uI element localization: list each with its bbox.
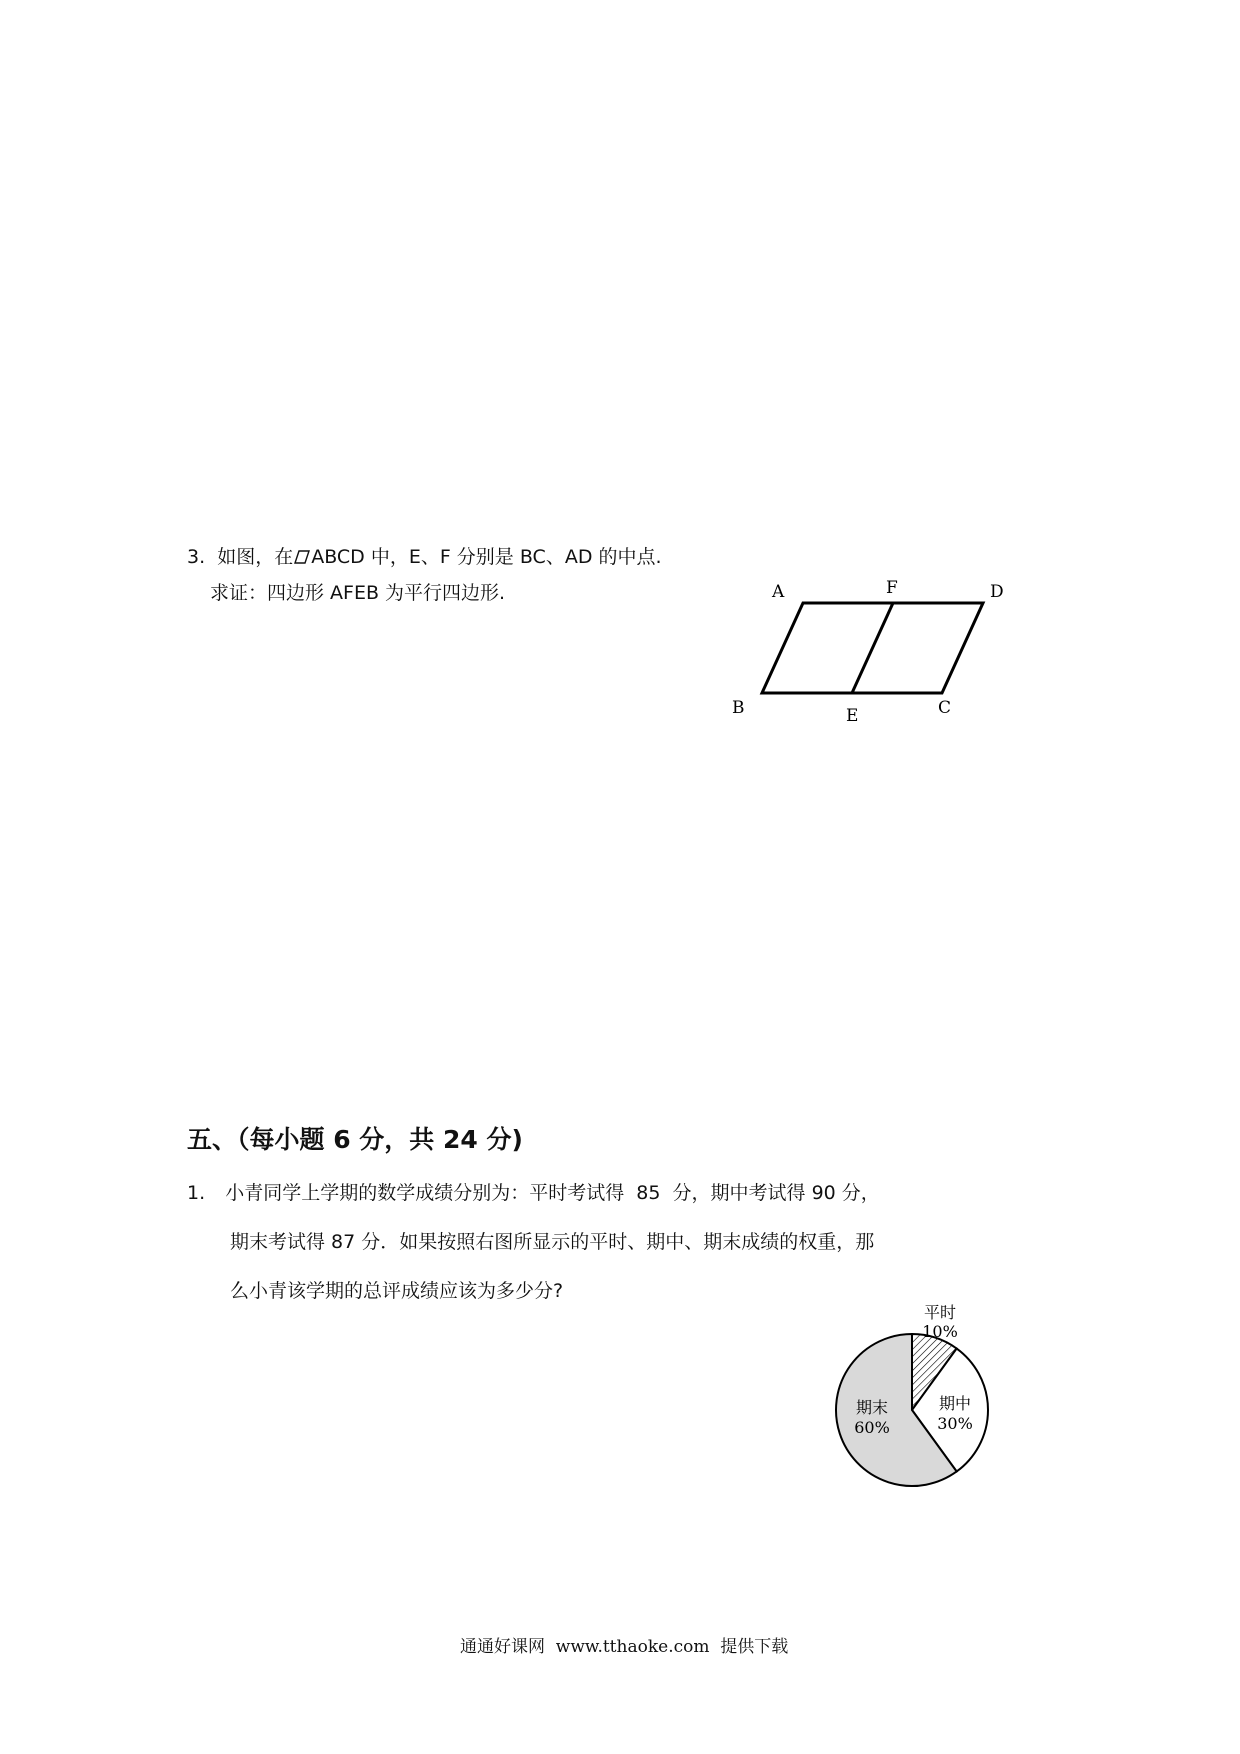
weight-pie-chart [820, 1300, 1020, 1500]
pie-label-qimo: 期末 [855, 1398, 889, 1417]
label-C: C [938, 698, 952, 718]
pie-percent-qizhong: 30% [937, 1414, 973, 1433]
label-E: E [846, 706, 859, 725]
pie-label-pingshi: 平时 [923, 1303, 957, 1322]
q3-line1-suffix: ABCD 中，E、F 分别是 BC、AD 的中点. [311, 546, 662, 568]
q1-line2: 期末考试得 87 分．如果按照右图所显示的平时、期中、期末成绩的权重，那 [230, 1231, 875, 1253]
q3-line1-prefix: 如图，在 [217, 546, 294, 568]
section-5-title: 五、（每小题 6 分，共 24 分) [187, 1125, 523, 1154]
footer: 通通好课网 www.tthaoke.com 提供下载 [460, 1637, 789, 1657]
segment-fe [852, 603, 893, 693]
q1-line3: 么小青该学期的总评成绩应该为多少分? [230, 1280, 564, 1302]
pie-percent-qimo: 60% [854, 1418, 890, 1437]
pie-label-qizhong: 期中 [938, 1394, 972, 1413]
q1-line1-text: 小青同学上学期的数学成绩分别为：平时考试得 85 分，期中考试得 90 分， [225, 1182, 880, 1204]
q1-line1 [187, 1184, 880, 1203]
q3-line2: 求证：四边形 AFEB 为平行四边形. [210, 582, 506, 604]
label-D: D [990, 582, 1004, 602]
pie-percent-pingshi: 10% [922, 1322, 958, 1341]
label-F: F [886, 578, 898, 598]
label-A: A [772, 582, 785, 602]
q1-number: 1. [187, 1182, 206, 1204]
q3-number: 3. [187, 546, 206, 568]
parallelogram-figure [720, 575, 1020, 725]
label-B: B [732, 698, 745, 718]
parallelogram-icon [294, 549, 310, 563]
q3-line1 [187, 548, 662, 567]
